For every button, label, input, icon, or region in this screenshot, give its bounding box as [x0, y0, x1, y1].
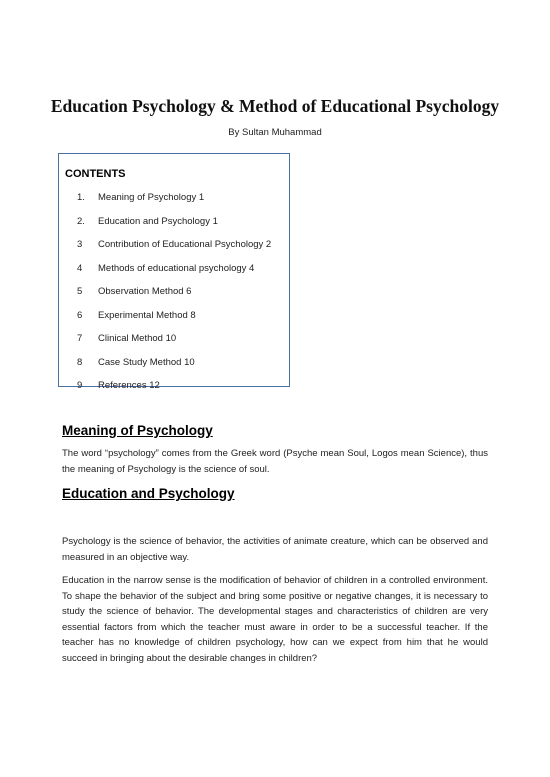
- paragraph-education-psychology-1: Psychology is the science of behavior, the activities of animate creature, which can be observed and measured in an objective way.: [62, 536, 488, 563]
- contents-item-number: 3: [77, 239, 83, 250]
- section-heading-meaning-of-psychology: Meaning of Psychology: [62, 423, 213, 438]
- contents-item-number: 9: [77, 380, 83, 391]
- contents-item-label: Meaning of Psychology 1: [98, 192, 205, 203]
- paragraph-meaning-of-psychology: The word “psychology” comes from the Greek word (Psyche mean Soul, Logos mean Science), thus the meaning of Psychology is the science of soul.: [62, 448, 488, 475]
- contents-item-number: 4: [77, 262, 83, 274]
- contents-item[interactable]: [59, 216, 271, 240]
- contents-item[interactable]: [59, 239, 271, 263]
- document-title: Education Psychology & Method of Educational Psychology: [50, 96, 500, 116]
- paragraph-education-psychology-2: Education in the narrow sense is the modification of behavior of children in a controlled environment. To shape the behavior of the subject and bring some positive or negative changes, it is necessary to study the science of behavior. The developmental stages and characteristics of children are very essential factors from which the teacher must aware in order to be a successful teacher. If the teacher has no knowledge of children psychology, how can we expect from him that he would succeed in bringing about the desirable changes in children?: [62, 575, 488, 664]
- contents-item[interactable]: [59, 333, 271, 357]
- contents-item-label: Education and Psychology 1: [98, 215, 218, 227]
- contents-item[interactable]: [59, 192, 271, 216]
- author-byline: By Sultan Muhammad: [228, 127, 322, 138]
- contents-list: [59, 192, 271, 404]
- contents-item-number: 8: [77, 356, 83, 368]
- contents-item-label: Observation Method 6: [98, 286, 192, 297]
- contents-item-label: References 12: [98, 380, 160, 391]
- contents-item-number: 7: [77, 333, 83, 344]
- contents-item[interactable]: [59, 263, 271, 287]
- contents-heading: CONTENTS: [65, 168, 126, 180]
- contents-item[interactable]: [59, 286, 271, 310]
- contents-item-number: 6: [77, 309, 83, 321]
- contents-item[interactable]: [59, 357, 271, 381]
- contents-item-number: 5: [77, 286, 83, 297]
- contents-item-number: 2.: [77, 215, 85, 227]
- contents-item-number: 1.: [77, 192, 85, 203]
- contents-item[interactable]: [59, 310, 271, 334]
- contents-item-label: Clinical Method 10: [98, 333, 177, 344]
- contents-item-label: Methods of educational psychology 4: [98, 262, 255, 274]
- contents-item[interactable]: [59, 380, 271, 404]
- contents-box: [58, 153, 290, 391]
- contents-item-label: Experimental Method 8: [98, 309, 196, 321]
- section-heading-education-and-psychology: Education and Psychology: [62, 486, 235, 501]
- contents-item-label: Contribution of Educational Psychology 2: [98, 239, 272, 250]
- contents-item-label: Case Study Method 10: [98, 356, 195, 368]
